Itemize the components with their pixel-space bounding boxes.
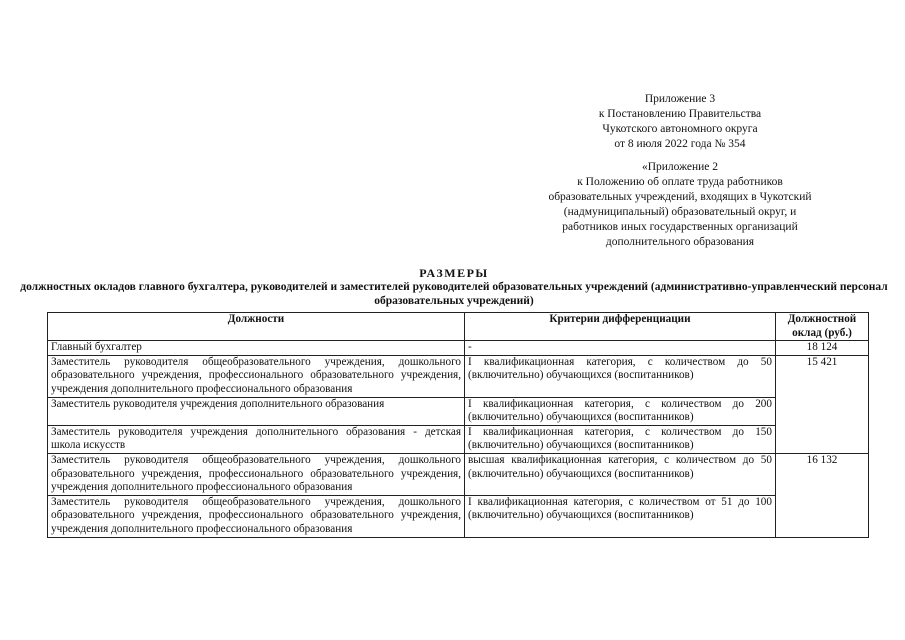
header-line: к Положению об оплате труда работников xyxy=(577,176,783,188)
position-cell: Заместитель руководителя учреждения дополнительного образования - детская школа искусств xyxy=(48,425,465,453)
salary-cell: 16 132 xyxy=(776,453,869,537)
table-header-row xyxy=(48,313,869,341)
header-line: образовательных учреждений, входящих в Чукотский xyxy=(548,191,812,203)
header-line: Чукотского автономного округа xyxy=(602,123,758,135)
table-row xyxy=(48,453,869,495)
criteria-cell: I квалификационная категория, с количеством от 51 до 100 (включительно) обучающихся (воспитанников) xyxy=(465,495,776,537)
position-cell: Заместитель руководителя общеобразовательного учреждения, дошкольного образовательного учреждения, профессионального образовательного учреждения, учреждения дополнительного профессионального образования xyxy=(48,453,465,495)
criteria-cell: I квалификационная категория, с количеством до 50 (включительно) обучающихся (воспитанников) xyxy=(465,355,776,397)
table-row xyxy=(48,425,869,453)
table-row xyxy=(48,495,869,537)
column-header-salary: Должностной оклад (руб.) xyxy=(776,313,869,341)
header-line: «Приложение 2 xyxy=(641,161,719,173)
criteria-cell: - xyxy=(465,341,776,356)
table-row xyxy=(48,355,869,397)
table-row xyxy=(48,341,869,356)
header-line: дополнительного образования xyxy=(605,236,755,248)
criteria-cell: высшая квалификационная категория, с количеством до 50 (включительно) обучающихся (воспитанников) xyxy=(465,453,776,495)
column-header-criteria: Критерии дифференциации xyxy=(465,313,776,341)
position-cell: Заместитель руководителя общеобразовательного учреждения, дошкольного образовательного учреждения, профессионального образовательного учреждения, учреждения дополнительного профессионального образования xyxy=(48,355,465,397)
criteria-cell: I квалификационная категория, с количеством до 150 (включительно) обучающихся (воспитанников) xyxy=(465,425,776,453)
salary-cell: 18 124 xyxy=(776,341,869,356)
document-subtitle: должностных окладов главного бухгалтера, руководителей и заместителей руководителей образовательных учреждений (административно-управленческий персонал образовательных учреждений) xyxy=(20,281,888,307)
salary-table xyxy=(47,312,869,538)
table-row xyxy=(48,397,869,425)
header-line: к Постановлению Правительства xyxy=(598,108,762,120)
header-line: Приложение 3 xyxy=(644,93,716,105)
criteria-cell: I квалификационная категория, с количеством до 200 (включительно) обучающихся (воспитанников) xyxy=(465,397,776,425)
header-line: работников иных государственных организаций xyxy=(562,221,798,233)
position-cell: Главный бухгалтер xyxy=(48,341,465,356)
position-cell: Заместитель руководителя учреждения дополнительного образования xyxy=(48,397,465,425)
appendix-3-header xyxy=(570,92,790,152)
position-cell: Заместитель руководителя общеобразовательного учреждения, дошкольного образовательного учреждения, профессионального образовательного учреждения, учреждения дополнительного профессионального образования xyxy=(48,495,465,537)
column-header-position: Должности xyxy=(48,313,465,341)
header-line: от 8 июля 2022 года № 354 xyxy=(614,138,746,150)
appendix-2-header xyxy=(520,160,840,250)
document-title: РАЗМЕРЫ xyxy=(419,266,489,280)
header-line: (надмуниципальный) образовательный округ, и xyxy=(563,206,797,218)
salary-cell: 15 421 xyxy=(776,355,869,453)
